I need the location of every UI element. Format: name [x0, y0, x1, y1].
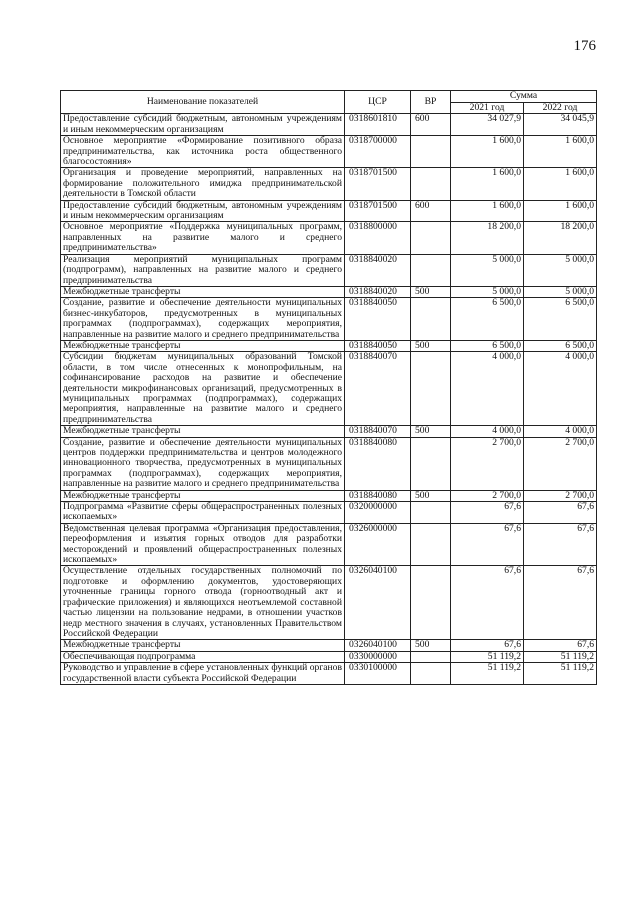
cell-name: Межбюджетные трансферты: [61, 640, 345, 651]
cell-sum-2022: 67,6: [524, 640, 597, 651]
cell-sum-2022: 51 119,2: [524, 651, 597, 662]
cell-name: Межбюджетные трансферты: [61, 426, 345, 437]
cell-sum-2021: 67,6: [451, 502, 524, 524]
cell-sum-2021: 5 000,0: [451, 286, 524, 297]
cell-csr: 0318601810: [345, 114, 411, 136]
cell-name: Ведомственная целевая программа «Организация предоставления, переоформления и изъятия горных отводов для разработки месторождений и проявлений общераспространенных полезных ископаемых»: [61, 523, 345, 566]
table-row: [61, 298, 597, 341]
cell-vr: [411, 437, 451, 490]
cell-sum-2022: 4 000,0: [524, 426, 597, 437]
table-row: [61, 437, 597, 490]
table-row: [61, 114, 597, 136]
cell-vr: 500: [411, 426, 451, 437]
budget-table: [60, 90, 597, 685]
cell-name: Создание, развитие и обеспечение деятельности муниципальных центров поддержки предпринимательства и центров молодежного инновационного творчества, предусмотренных в муниципальных программах (подпрограммах), содержащих мероприятия, направленные на развитие малого и среднего предпринимательства: [61, 437, 345, 490]
cell-vr: [411, 254, 451, 286]
cell-name: Реализация мероприятий муниципальных программ (подпрограмм), направленных на развитие малого и среднего предпринимательства: [61, 254, 345, 286]
cell-vr: [411, 566, 451, 640]
cell-name: Межбюджетные трансферты: [61, 286, 345, 297]
cell-csr: 0318701500: [345, 200, 411, 222]
cell-sum-2021: 6 500,0: [451, 298, 524, 341]
cell-sum-2021: 51 119,2: [451, 651, 524, 662]
cell-vr: 500: [411, 490, 451, 501]
table-row: [61, 566, 597, 640]
cell-vr: [411, 663, 451, 685]
cell-sum-2021: 2 700,0: [451, 437, 524, 490]
cell-sum-2022: 4 000,0: [524, 352, 597, 426]
cell-sum-2022: 67,6: [524, 523, 597, 566]
cell-sum-2021: 4 000,0: [451, 426, 524, 437]
table-row: [61, 651, 597, 662]
cell-sum-2021: 2 700,0: [451, 490, 524, 501]
page-number: 176: [573, 38, 596, 54]
header-sum: Сумма: [451, 91, 597, 103]
cell-sum-2022: 67,6: [524, 566, 597, 640]
cell-sum-2022: 5 000,0: [524, 286, 597, 297]
table-row: [61, 352, 597, 426]
table-row: [61, 490, 597, 501]
cell-vr: [411, 136, 451, 168]
cell-vr: [411, 651, 451, 662]
cell-vr: 600: [411, 114, 451, 136]
cell-sum-2021: 51 119,2: [451, 663, 524, 685]
cell-csr: 0320000000: [345, 502, 411, 524]
cell-csr: 0326040100: [345, 566, 411, 640]
cell-csr: 0318800000: [345, 222, 411, 254]
cell-sum-2022: 5 000,0: [524, 254, 597, 286]
cell-vr: [411, 502, 451, 524]
cell-csr: 0318701500: [345, 168, 411, 200]
cell-sum-2021: 18 200,0: [451, 222, 524, 254]
cell-name: Межбюджетные трансферты: [61, 340, 345, 351]
header-year-2022: 2022 год: [524, 103, 597, 114]
cell-name: Создание, развитие и обеспечение деятельности муниципальных бизнес-инкубаторов, предусмотренных в муниципальных программах (подпрограммах), содержащих мероприятия, направленные на развитие малого и среднего предпринимательства: [61, 298, 345, 341]
cell-sum-2022: 1 600,0: [524, 168, 597, 200]
cell-vr: [411, 523, 451, 566]
table-header: [61, 91, 597, 114]
cell-sum-2022: 6 500,0: [524, 340, 597, 351]
cell-csr: 0318700000: [345, 136, 411, 168]
cell-name: Руководство и управление в сфере установленных функций органов государственной власти субъекта Российской Федерации: [61, 663, 345, 685]
table-row: [61, 136, 597, 168]
table-row: [61, 663, 597, 685]
cell-name: Предоставление субсидий бюджетным, автономным учреждениям и иным некоммерческим организациям: [61, 200, 345, 222]
cell-csr: 0326000000: [345, 523, 411, 566]
cell-csr: 0318840020: [345, 286, 411, 297]
table-body: [61, 114, 597, 685]
cell-sum-2021: 67,6: [451, 523, 524, 566]
cell-csr: 0318840020: [345, 254, 411, 286]
header-year-2021: 2021 год: [451, 103, 524, 114]
cell-sum-2022: 2 700,0: [524, 437, 597, 490]
header-vr: ВР: [411, 91, 451, 114]
cell-sum-2021: 1 600,0: [451, 200, 524, 222]
cell-sum-2022: 51 119,2: [524, 663, 597, 685]
cell-csr: 0318840070: [345, 426, 411, 437]
cell-csr: 0318840070: [345, 352, 411, 426]
cell-sum-2021: 1 600,0: [451, 136, 524, 168]
table-row: [61, 222, 597, 254]
table-row: [61, 502, 597, 524]
cell-name: Предоставление субсидий бюджетным, автономным учреждениям и иным некоммерческим организациям: [61, 114, 345, 136]
cell-sum-2021: 34 027,9: [451, 114, 524, 136]
header-name: Наименование показателей: [61, 91, 345, 114]
cell-name: Осуществление отдельных государственных полномочий по подготовке и оформлению документов, удостоверяющих уточненные границы горного отвода (горноотводный акт и графические приложения) и являющихся неотъемлемой составной частью лицензии на пользование недрами, в отношении участков недр местного значения в случаях, установленных Правительством Российской Федерации: [61, 566, 345, 640]
cell-name: Основное мероприятие «Формирование позитивного образа предпринимательства, как источника роста общественного благосостояния»: [61, 136, 345, 168]
cell-vr: 500: [411, 640, 451, 651]
cell-sum-2022: 6 500,0: [524, 298, 597, 341]
cell-csr: 0330000000: [345, 651, 411, 662]
table-row: [61, 254, 597, 286]
table-row: [61, 426, 597, 437]
cell-name: Подпрограмма «Развитие сферы общераспространенных полезных ископаемых»: [61, 502, 345, 524]
cell-vr: [411, 168, 451, 200]
cell-csr: 0326040100: [345, 640, 411, 651]
table-row: [61, 340, 597, 351]
cell-name: Организация и проведение мероприятий, направленных на формирование положительного имиджа предпринимательской деятельности в Томской области: [61, 168, 345, 200]
cell-sum-2022: 34 045,9: [524, 114, 597, 136]
cell-vr: [411, 298, 451, 341]
cell-name: Межбюджетные трансферты: [61, 490, 345, 501]
cell-csr: 0318840050: [345, 298, 411, 341]
cell-sum-2022: 18 200,0: [524, 222, 597, 254]
cell-sum-2021: 67,6: [451, 640, 524, 651]
cell-vr: 500: [411, 340, 451, 351]
cell-sum-2021: 6 500,0: [451, 340, 524, 351]
cell-sum-2021: 5 000,0: [451, 254, 524, 286]
table-row: [61, 200, 597, 222]
table-row: [61, 168, 597, 200]
table-row: [61, 523, 597, 566]
table-row: [61, 286, 597, 297]
cell-csr: 0318840080: [345, 490, 411, 501]
cell-name: Основное мероприятие «Поддержка муниципальных программ, направленных на развитие малого и среднего предпринимательства»: [61, 222, 345, 254]
cell-vr: 600: [411, 200, 451, 222]
cell-csr: 0318840050: [345, 340, 411, 351]
cell-name: Субсидии бюджетам муниципальных образований Томской области, в том числе отнесенных к монопрофильным, на софинансирование расходов на развитие и обеспечение деятельности микрофинансовых организаций, предусмотренных в муниципальных программах (подпрограммах), содержащих мероприятия, направленные на развитие малого и среднего предпринимательства: [61, 352, 345, 426]
cell-sum-2022: 1 600,0: [524, 136, 597, 168]
cell-csr: 0318840080: [345, 437, 411, 490]
cell-sum-2022: 67,6: [524, 502, 597, 524]
header-csr: ЦСР: [345, 91, 411, 114]
cell-sum-2022: 2 700,0: [524, 490, 597, 501]
cell-sum-2022: 1 600,0: [524, 200, 597, 222]
cell-vr: 500: [411, 286, 451, 297]
cell-vr: [411, 222, 451, 254]
cell-sum-2021: 1 600,0: [451, 168, 524, 200]
cell-sum-2021: 67,6: [451, 566, 524, 640]
table-row: [61, 640, 597, 651]
cell-csr: 0330100000: [345, 663, 411, 685]
cell-vr: [411, 352, 451, 426]
cell-name: Обеспечивающая подпрограмма: [61, 651, 345, 662]
cell-sum-2021: 4 000,0: [451, 352, 524, 426]
